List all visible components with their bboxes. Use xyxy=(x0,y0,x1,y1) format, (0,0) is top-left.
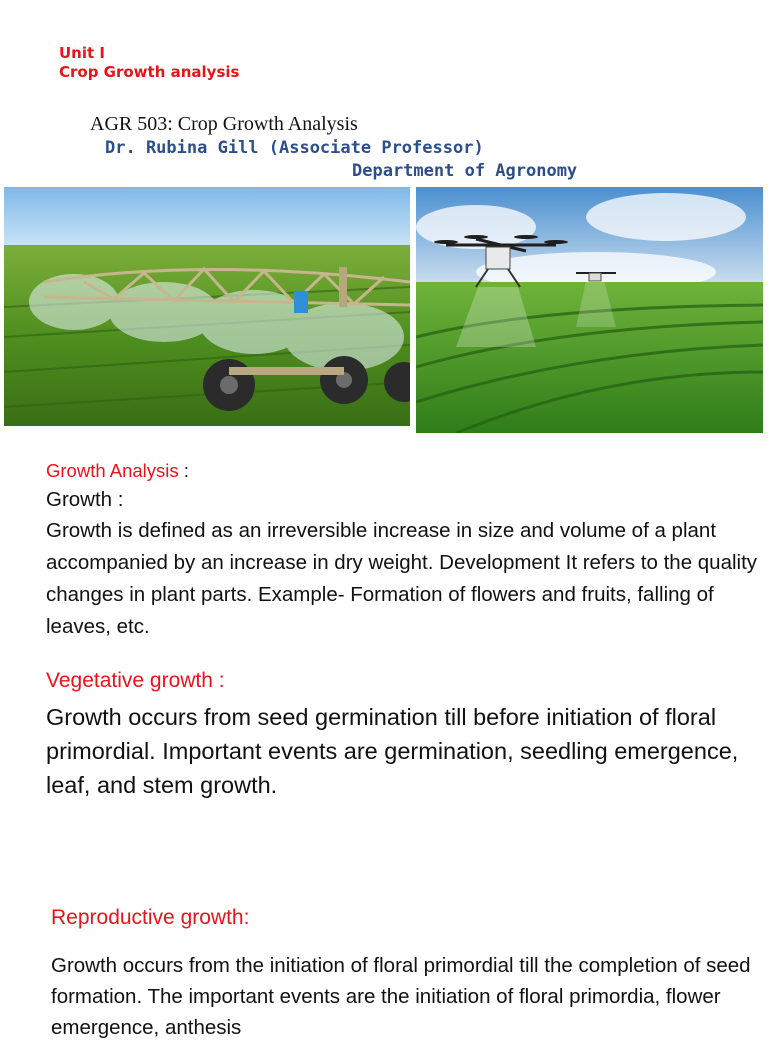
unit-header xyxy=(59,44,239,82)
growth-analysis-heading-suffix: : xyxy=(178,460,189,481)
growth-analysis-heading: Growth Analysis xyxy=(46,460,179,481)
course-title: AGR 503: Crop Growth Analysis xyxy=(90,113,358,135)
agricultural-drones-field-photo xyxy=(416,187,763,433)
growth-subheading: Growth : xyxy=(46,488,124,511)
reproductive-growth-heading: Reproductive growth: xyxy=(51,906,250,929)
unit-title: Crop Growth analysis xyxy=(59,63,240,81)
center-pivot-irrigation-photo xyxy=(4,187,410,426)
reproductive-growth-text: Growth occurs from the initiation of floral primordial till the completion of seed formation. The important events are the initiation of floral primordia, flower emergence, anthesis xyxy=(51,954,751,1039)
vegetative-growth-text: Growth occurs from seed germination till before initiation of floral primordial. Important events are germination, seedling emergence, leaf, and stem growth. xyxy=(46,704,739,798)
author-name: Dr. Rubina Gill (Associate Professor) xyxy=(105,138,484,158)
vegetative-growth-heading: Vegetative growth : xyxy=(46,669,225,692)
unit-label: Unit I xyxy=(59,44,105,62)
department-name: Department of Agronomy xyxy=(352,161,578,181)
growth-analysis-heading-line xyxy=(46,458,189,484)
growth-definition-text: Growth is defined as an irreversible increase in size and volume of a plant accompanied by an increase in dry weight. Development It refers to the quality changes in plant parts. Example- Formation of flowers and fruits, falling of leaves, etc. xyxy=(46,519,758,638)
